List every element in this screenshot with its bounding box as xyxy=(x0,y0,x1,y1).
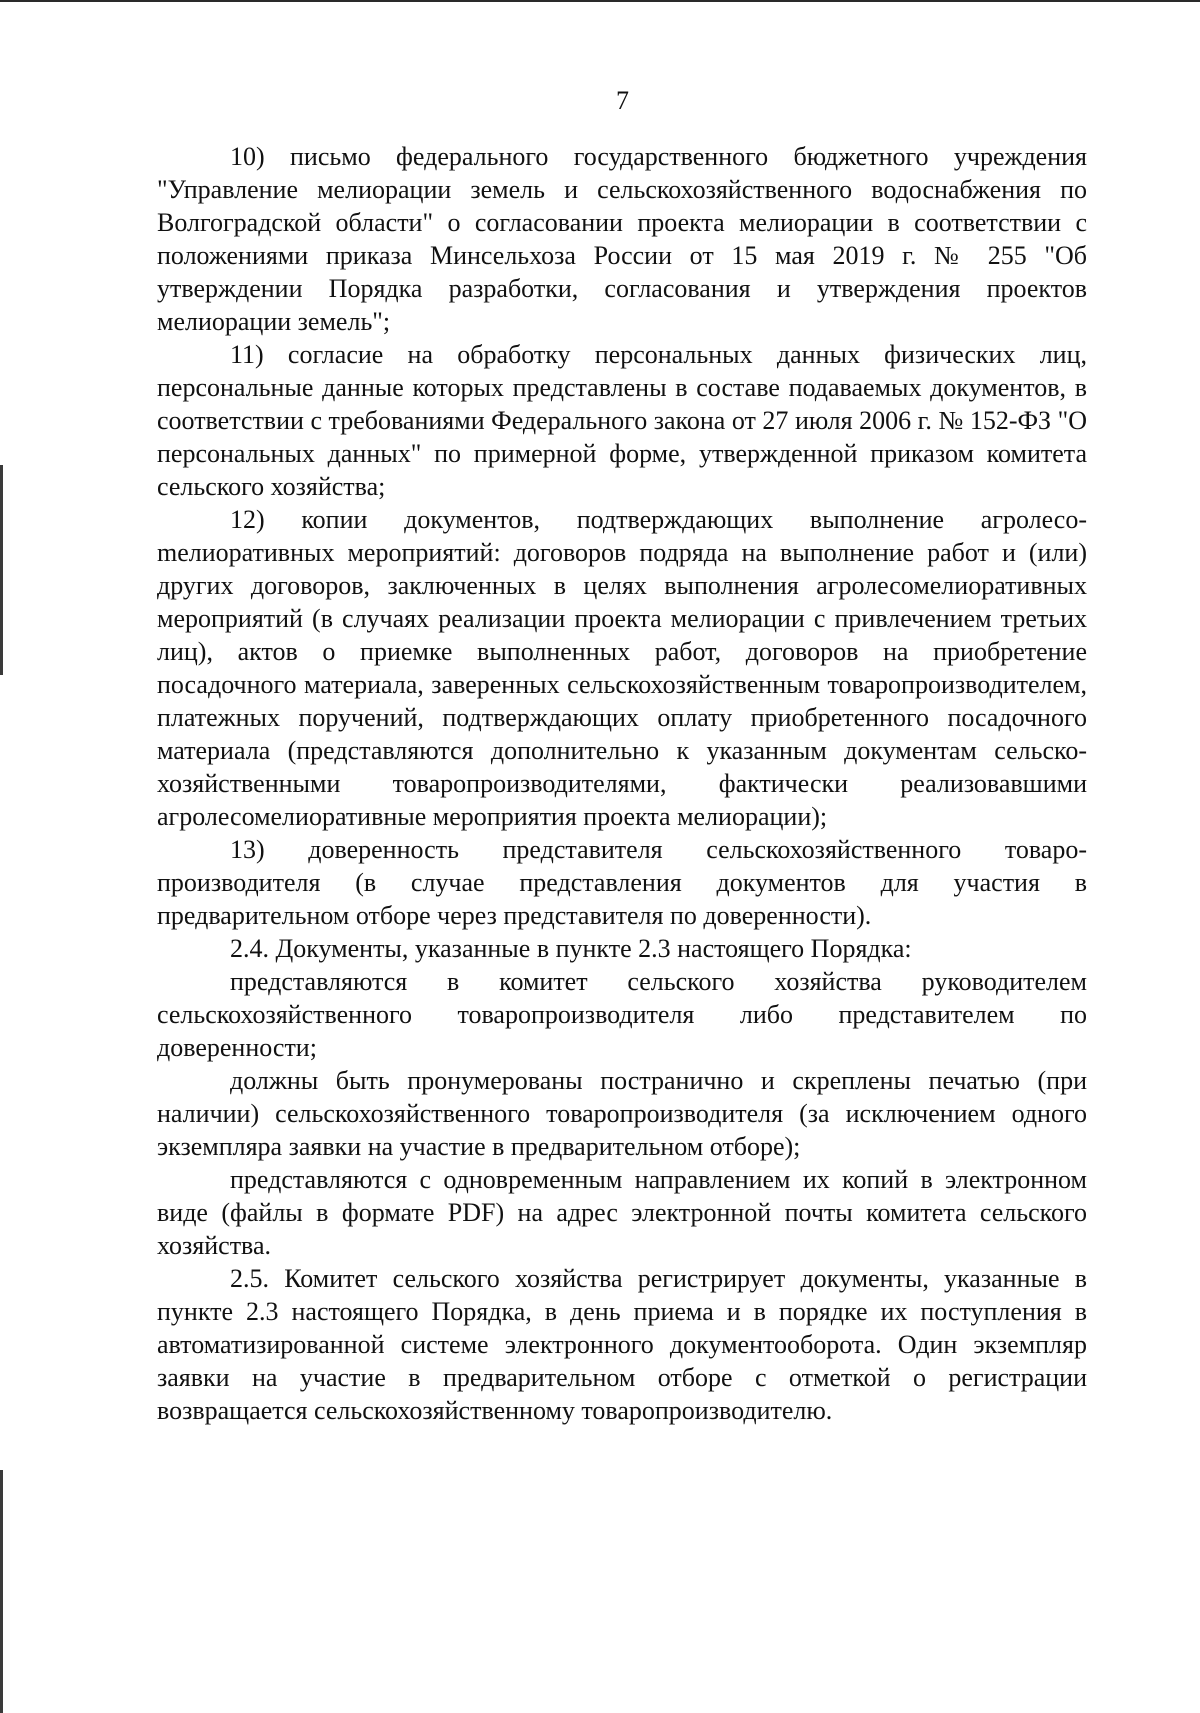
paragraph-item-10: 10) письмо федерального государственного бюджетного учреждения "Управление мелиорации земель и сельскохозяйственного водоснабжения по Волгоградской области" о согласовании проекта мелиорации в соответствии с положениями приказа Минсельхоза России от 15 мая 2019 г. № 255 "Об утверждении Порядка разработки, согласования и утверждения проектов мелиорации земель"; xyxy=(157,142,1087,336)
scan-edge-top xyxy=(0,0,1200,2)
paragraph-section-2-4: 2.4. Документы, указанные в пункте 2.3 настоящего Порядка: xyxy=(230,934,912,963)
paragraph-2-4-submission: представляются в комитет сельского хозяйства руководителем сельскохозяйственного товаропроизводителя либо представителем по доверенности; xyxy=(157,967,1087,1062)
document-body xyxy=(157,140,1087,1427)
paragraph-2-4-electronic-copies: представляются с одновременным направлением их копий в электронном виде (файлы в формате PDF) на адрес электронной почты комитета сельского хозяйства. xyxy=(157,1165,1087,1260)
scan-edge-left xyxy=(0,465,3,675)
page-number: 7 xyxy=(616,86,629,115)
paragraph-section-2-5: 2.5. Комитет сельского хозяйства регистрирует документы, указанные в пункте 2.3 настоящего Порядка, в день приема и в порядке их поступления в автоматизированной системе электронного документооборота. Один экземпляр заявки на участие в предварительном отборе с отметкой о регистрации возвращается сельскохозяйственному товаропроизводителю. xyxy=(157,1264,1087,1425)
paragraph-item-13: 13) доверенность представителя сельскохозяйственного товаропроизводителя (в случае представления документов для участия в предварительном отборе через представителя по доверенности). xyxy=(157,835,1087,930)
scan-edge-left xyxy=(0,1470,3,1713)
paragraph-2-4-numbering: должны быть пронумерованы постранично и скреплены печатью (при наличии) сельскохозяйственного товаропроизводителя (за исключением одного экземпляра заявки на участие в предварительном отборе); xyxy=(157,1066,1087,1161)
paragraph-item-12: 12) копии документов, подтверждающих выполнение агролесоmелиоративных мероприятий: договоров подряда на выполнение работ и (или) других договоров, заключенных в целях выполнения агролесомелиоративных мероприятий (в случаях реализации проекта мелиорации с привлечением третьих лиц), актов о приемке выполненных работ, договоров на приобретение посадочного материала, заверенных сельскохозяйственным товаропроизводителем, платежных поручений, подтверждающих оплату приобретенного посадочного материала (представляются дополнительно к указанным документам сельскохозяйственными товаропроизводителями, фактически реализовавшими агролесомелиоративные мероприятия проекта мелиорации); xyxy=(157,505,1087,831)
paragraph-item-11: 11) согласие на обработку персональных данных физических лиц, персональные данные которых представлены в составе подаваемых документов, в соответствии с требованиями Федерального закона от 27 июля 2006 г. № 152-ФЗ "О персональных данных" по примерной форме, утвержденной приказом комитета сельского хозяйства; xyxy=(157,340,1087,501)
